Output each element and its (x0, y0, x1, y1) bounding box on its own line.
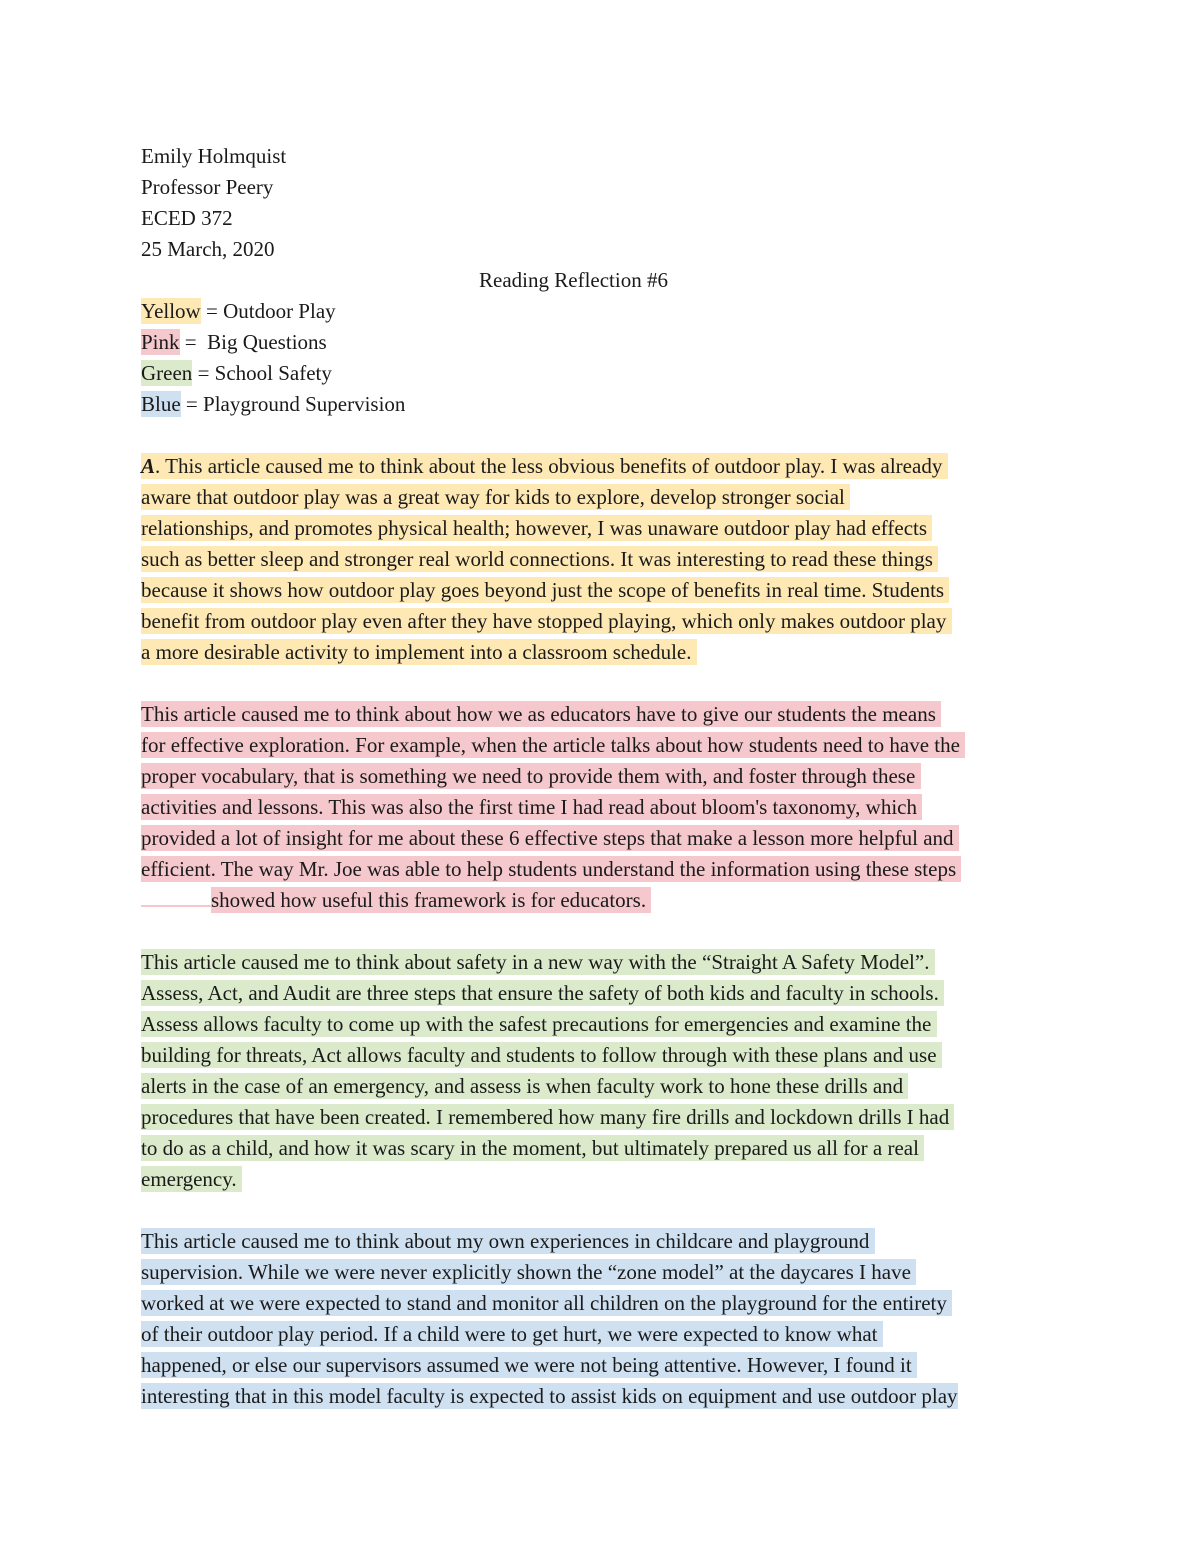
author-name: Emily Holmquist (141, 144, 287, 168)
line-text: of their outdoor play period. If a child were to get hurt, we were expected to know what (141, 1322, 883, 1346)
line-text: This article caused me to think about my own experiences in childcare and playground (141, 1229, 875, 1253)
tab-indent (141, 905, 211, 907)
line-text: interesting that in this model faculty is expected to assist kids on equipment and use outdoor play (141, 1384, 958, 1408)
legend-pink (141, 327, 1066, 358)
paragraph-outdoor-play (141, 451, 1066, 668)
line-text: activities and lessons. This was also the first time I had read about bloom's taxonomy, which (141, 795, 923, 819)
legend-key-pink: Pink (141, 330, 180, 354)
paragraph-line (141, 1381, 1066, 1412)
legend-blue (141, 389, 1066, 420)
line-text: to do as a child, and how it was scary in the moment, but ultimately prepared us all for a real (141, 1136, 925, 1160)
legend-value-blue: Playground Supervision (203, 392, 406, 416)
line-text: procedures that have been created. I remembered how many fire drills and lockdown drills I had (141, 1105, 955, 1129)
legend-green (141, 358, 1066, 389)
line-text: happened, or else our supervisors assumed we were not being attentive. However, I found it (141, 1353, 917, 1377)
paragraph-line (141, 1133, 1066, 1164)
line-text: showed how useful this framework is for educators. (211, 888, 652, 912)
spacer (141, 668, 1066, 699)
paragraph-line (141, 1319, 1066, 1350)
legend-value-pink: Big Questions (207, 330, 327, 354)
spacer (141, 916, 1066, 947)
paragraph-big-questions (141, 699, 1066, 916)
legend-separator: = (200, 299, 224, 323)
paragraph-line (141, 854, 1066, 885)
paragraph-line (141, 947, 1066, 978)
paragraph-line (141, 1102, 1066, 1133)
line-text: Assess allows faculty to come up with the safest precautions for emergencies and examine the (141, 1012, 937, 1036)
spacer (141, 1195, 1066, 1226)
line-text: benefit from outdoor play even after they have stopped playing, which only makes outdoor play (141, 609, 952, 633)
paragraph-line (141, 1226, 1066, 1257)
line-text: because it shows how outdoor play goes beyond just the scope of benefits in real time. Students (141, 578, 950, 602)
line-text: for effective exploration. For example, when the article talks about how students need to have the (141, 733, 966, 757)
paragraph-line (141, 1350, 1066, 1381)
paragraph-line (141, 1009, 1066, 1040)
paragraph-line (141, 1040, 1066, 1071)
date: 25 March, 2020 (141, 237, 275, 261)
paragraph-line (141, 575, 1066, 606)
legend-value-green: School Safety (214, 361, 332, 385)
line-text: proper vocabulary, that is something we need to provide them with, and foster through these (141, 764, 921, 788)
legend-key-green: Green (141, 361, 193, 385)
legend-separator: = (192, 361, 215, 385)
line-text: a more desirable activity to implement into a classroom schedule. (141, 640, 697, 664)
paragraph-line (141, 699, 1066, 730)
paragraph-line (141, 1288, 1066, 1319)
paragraph-line (141, 1071, 1066, 1102)
line-text: This article caused me to think about how we as educators have to give our students the means (141, 702, 942, 726)
paragraph-line (141, 823, 1066, 854)
paragraph-playground-supervision (141, 1226, 1066, 1412)
legend-value-yellow: Outdoor Play (223, 299, 336, 323)
section-marker: A (141, 454, 156, 478)
line-text: provided a lot of insight for me about these 6 effective steps that make a lesson more helpful and (141, 826, 959, 850)
legend-separator: = (180, 392, 204, 416)
paragraph-line (141, 761, 1066, 792)
line-text: relationships, and promotes physical health; however, I was unaware outdoor play had effects (141, 516, 933, 540)
document-title: Reading Reflection #6 (479, 268, 668, 292)
line-text: efficient. The way Mr. Joe was able to help students understand the information using these steps (141, 857, 962, 881)
paragraph-line (141, 606, 1066, 637)
paragraph-line (141, 885, 1066, 916)
legend-yellow (141, 296, 1066, 327)
line-text: supervision. While we were never explicitly shown the “zone model” at the daycares I have (141, 1260, 917, 1284)
spacer (141, 420, 1066, 451)
line-text: such as better sleep and stronger real world connections. It was interesting to read these things (141, 547, 939, 571)
line-text: building for threats, Act allows faculty and students to follow through with these plans and use (141, 1043, 942, 1067)
paragraph-line (141, 451, 1066, 482)
line-text: This article caused me to think about safety in a new way with the “Straight A Safety Model”. (141, 950, 935, 974)
line-text: Assess, Act, and Audit are three steps that ensure the safety of both kids and faculty in schools. (141, 981, 945, 1005)
legend-key-blue: Blue (141, 392, 181, 416)
line-text: emergency. (141, 1167, 242, 1191)
course-code: ECED 372 (141, 206, 233, 230)
paragraph-line (141, 1257, 1066, 1288)
legend-key-yellow: Yellow (141, 299, 201, 323)
legend-separator: = (179, 330, 208, 354)
paragraph-line (141, 513, 1066, 544)
line-text: alerts in the case of an emergency, and assess is when faculty work to hone these drills and (141, 1074, 909, 1098)
paragraph-line (141, 978, 1066, 1009)
line-text: . This article caused me to think about the less obvious benefits of outdoor play. I was already (155, 454, 948, 478)
paragraph-line (141, 544, 1066, 575)
paragraph-line (141, 730, 1066, 761)
document-body (141, 141, 1066, 1412)
paragraph-line (141, 1164, 1066, 1195)
professor-name: Professor Peery (141, 175, 274, 199)
paragraph-line (141, 482, 1066, 513)
line-text: aware that outdoor play was a great way for kids to explore, develop stronger social (141, 485, 851, 509)
paragraph-line (141, 792, 1066, 823)
paragraph-line (141, 637, 1066, 668)
line-text: worked at we were expected to stand and monitor all children on the playground for the entirety (141, 1291, 953, 1315)
paragraph-school-safety (141, 947, 1066, 1195)
